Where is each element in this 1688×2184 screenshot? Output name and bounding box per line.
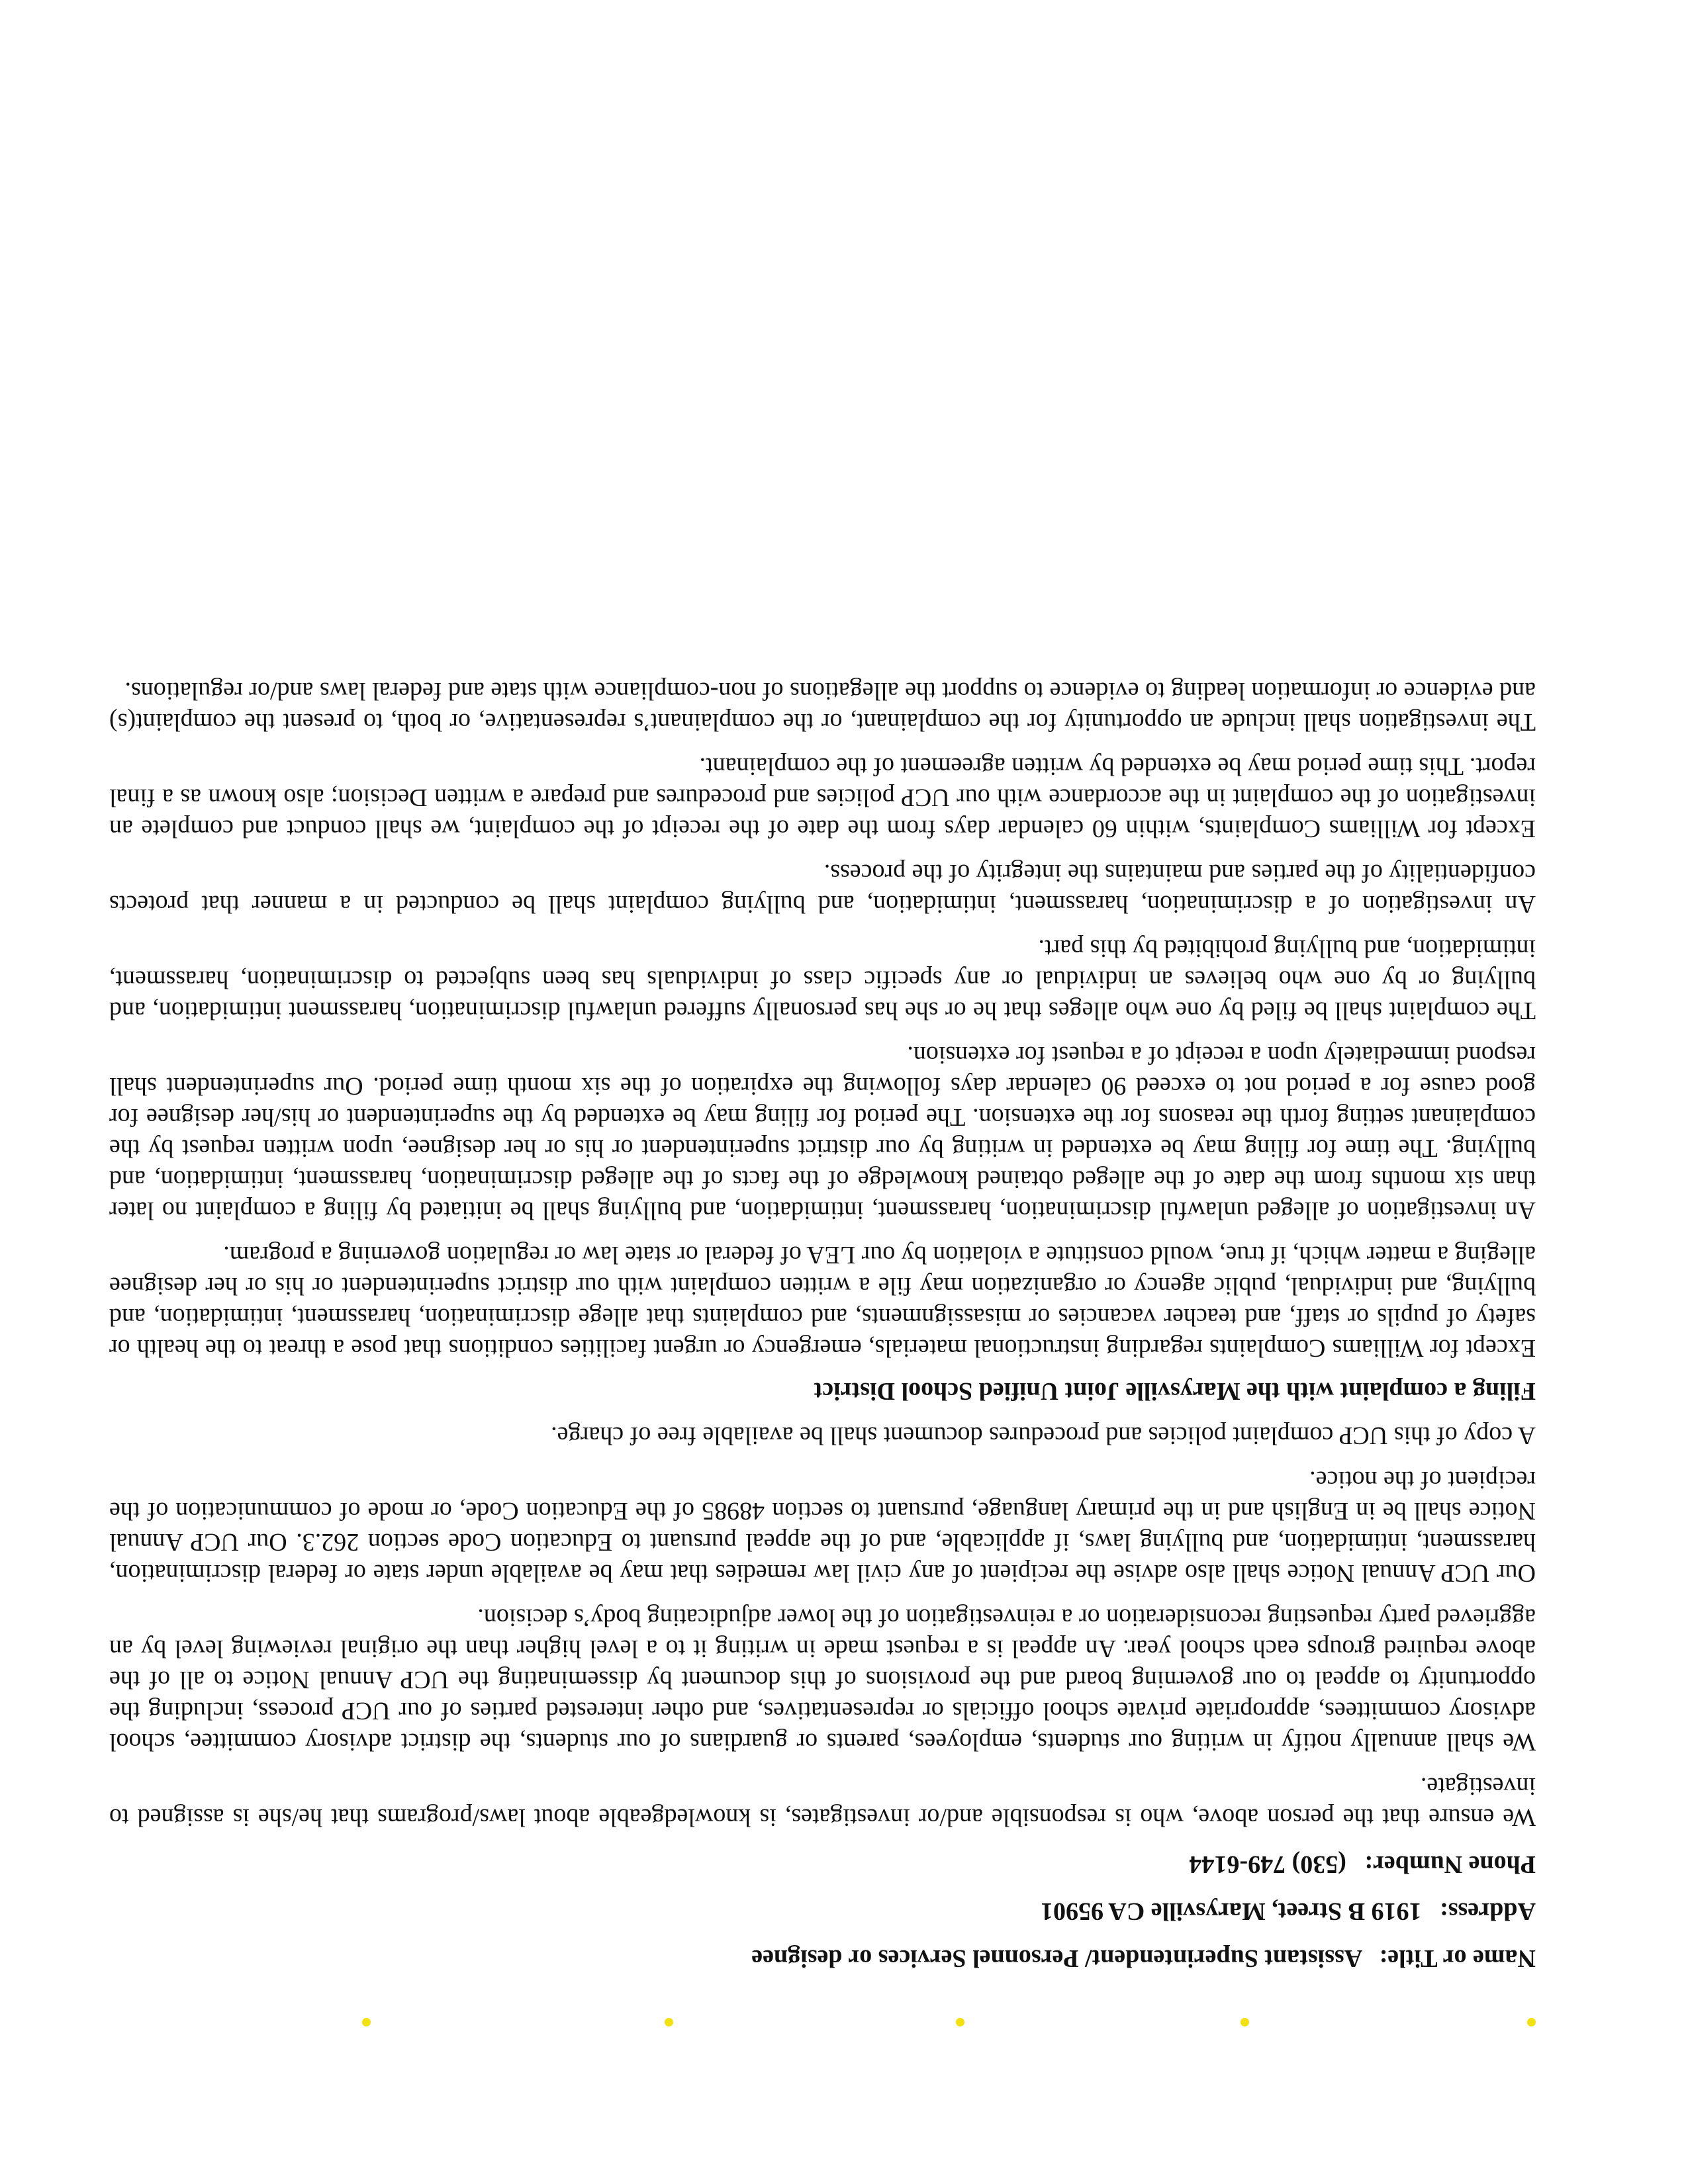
- paragraph-who-files: The complaint shall be filed by one who alleges that he or she has personally suffered unlawful discrimination, harassment intimidation, and bullying or by one who believes an individual or any specific class of individuals has been subjected to discrimination, harassment, intimidation, and bullying prohibited by this part.: [109, 934, 1536, 1024]
- paragraph-time-limit: An investigation of alleged unlawful discrimination, harassment, intimidation, and bullying shall be initiated by filing a complaint no later than six months from the date of the alleged obtained knowledge of the facts of the alleged discrimination, harassment, intimidation, and bullying. The time for filing may be extended in writing by our district superintendent or his or her designee, upon written request by the complainant setting forth the reasons for the extension. The period for filing may be extended by the superintendent or his/her designee for good cause for a period not to exceed 90 calendar days following the expiration of the six month time period. Our superintendent shall respond immediately upon a receipt of a request for extension.: [109, 1041, 1536, 1224]
- section-heading: Filing a complaint with the Marysville Joint Unified School District: [814, 1377, 1536, 1405]
- phone-line: [109, 1848, 1536, 1880]
- paragraph-annual-notice: We shall annually notify in writing our students, employees, parents or guardians of our students, the district advisory committee, school advisory committees, appropriate private school officials or representatives, and other interested parties of our UCP process, including the opportunity to appeal to our governing board and the provisions of this document by disseminating the UCP Annual Notice to all of the above required groups each school year. An appeal is a request made in writing it to a level higher than the original reviewing level by an aggrieved party requesting reconsideration or a reinvestigation of the lower adjudicating body’s decision.: [109, 1604, 1536, 1756]
- paragraph-confidentiality: An investigation of a discrimination, harassment, intimidation, and bullying complaint shall be conducted in a manner that protects confidentiality of the parties and maintains the integrity of the process.: [109, 859, 1536, 918]
- name-value: Assistant Superintendent/ Personnel Services or designee: [751, 1944, 1363, 1972]
- address-line: [109, 1895, 1536, 1927]
- paragraph-evidence: The investigation shall include an opportunity for the complainant, or the complainant’s representative, or both, to present the complaint(s) and evidence or information leading to evidence to support the allegations of non-compliance with state and federal laws and/or regulations.: [109, 677, 1536, 736]
- name-or-title-line: [109, 1942, 1536, 1974]
- paragraph-civil-remedies: Our UCP Annual Notice shall also advise the recipient of any civil law remedies that may be available under state or federal discrimination, harassment, intimidation, and bullying laws, if applicable, and of the appeal pursuant to Education Code section 262.3. Our UCP Annual Notice shall be in English and in the primary language, pursuant to section 48985 of the Education Code, or mode of communication of the recipient of the notice.: [109, 1466, 1536, 1587]
- address-value: 1919 B Street, Marysville CA 95901: [1040, 1897, 1422, 1925]
- highlight-dot: [665, 2018, 673, 2026]
- highlight-dot: [362, 2018, 371, 2026]
- paragraph-60-days: Except for Williams Complaints, within 60 calendar days from the date of the receipt of the complaint, we shall conduct and complete an investigation of the complaint in the accordance with our UCP policies and procedures and prepare a written Decision; also known as a final report. This time period may be extended by written agreement of the complainant.: [109, 752, 1536, 842]
- phone-value: (530) 749-6144: [1189, 1850, 1346, 1878]
- name-label: Name or Title:: [1379, 1944, 1536, 1972]
- address-label: Address:: [1440, 1897, 1536, 1925]
- highlight-marks: [109, 2013, 1536, 2026]
- phone-label: Phone Number:: [1364, 1850, 1536, 1878]
- paragraph-investigator: We ensure that the person above, who is responsible and/or investigates, is knowledgeable about laws/programs that he/she is assigned to investigate.: [109, 1772, 1536, 1831]
- paragraph-free-copy: A copy of this UCP complaint policies and procedures document shall be available free of charge.: [551, 1422, 1536, 1449]
- highlight-dot: [1241, 2018, 1249, 2026]
- document-body: [109, 662, 1536, 1974]
- highlight-dot: [1527, 2018, 1536, 2026]
- paragraph-filing: Except for Williams Complaints regarding instructional materials, emergency or urgent facilities conditions that pose a threat to the health or safety of pupils or staff, and teacher vacancies or misassignments, and complaints that allege discrimination, harassment, intimidation, and bullying, and individual, public agency or organization may file a written complaint with our district superintendent or his or her designee alleging a matter which, if true, would constitute a violation by our LEA of federal or state law or regulation governing a program.: [109, 1241, 1536, 1362]
- highlight-dot: [956, 2018, 964, 2026]
